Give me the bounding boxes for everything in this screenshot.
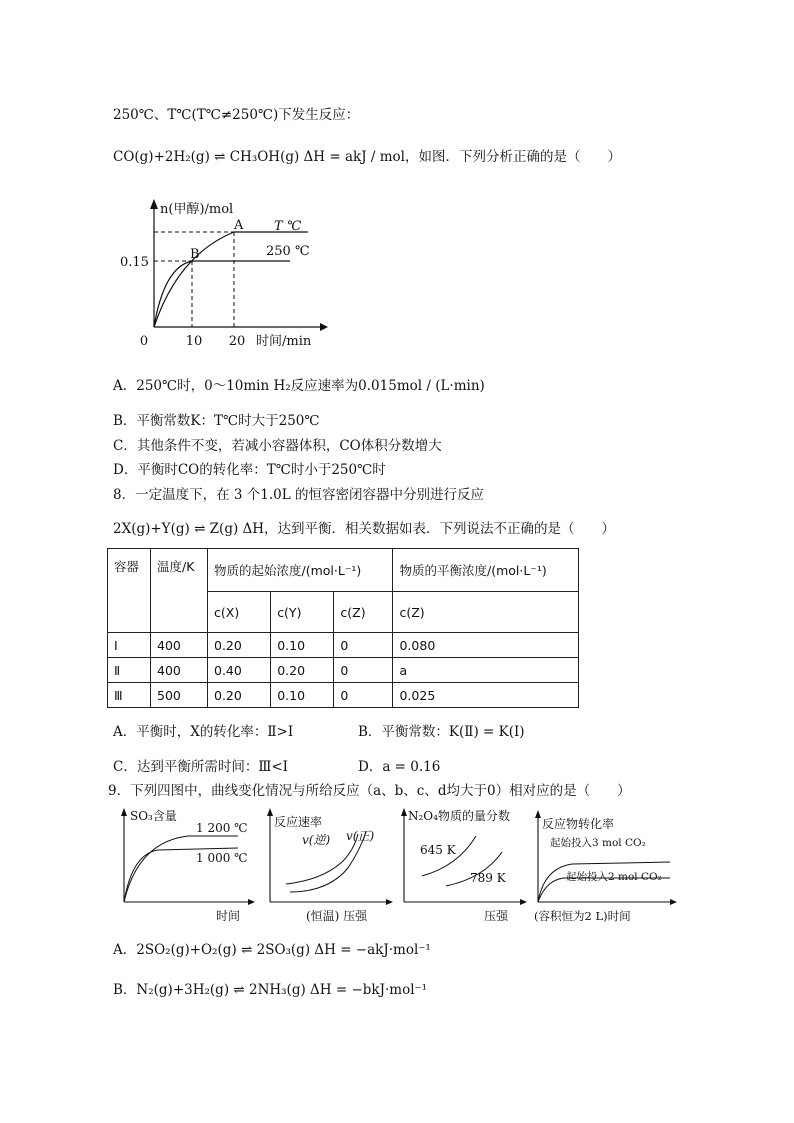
table-row (108, 658, 579, 683)
intro-line: 250℃、T℃(T℃≠250℃)下发生反应： (113, 107, 360, 123)
th-start: 物质的起始浓度/(mol·L⁻¹) (208, 549, 393, 592)
th-cy: c(Y) (271, 592, 334, 633)
g3-c2: 789 K (470, 871, 506, 885)
q8-stem: 8．一定温度下，在 3 个1.0L 的恒容密闭容器中分别进行反应 (113, 487, 484, 503)
th-temp: 温度/K (151, 549, 208, 633)
data-table (107, 548, 579, 708)
cell: 0.10 (271, 633, 334, 658)
q7-option-c: C．其他条件不变，若减小容器体积，CO体积分数增大 (113, 438, 442, 454)
ytick-015: 0.15 (120, 255, 149, 270)
cell: 0.20 (271, 658, 334, 683)
g3-c1: 645 K (420, 843, 456, 857)
cell: 0 (334, 683, 393, 708)
cell: 0 (334, 658, 393, 683)
label-250: 250 ℃ (266, 244, 310, 259)
th-eq: 物质的平衡浓度/(mol·L⁻¹) (393, 549, 579, 592)
curve-250 (154, 261, 290, 327)
cell: 0.025 (393, 683, 579, 708)
cell: 400 (151, 658, 208, 683)
q8-option-d: D．a = 0.16 (358, 759, 441, 775)
q9-option-b: B．N₂(g)+3H₂(g) ⇌ 2NH₃(g) ΔH = −bkJ·mol⁻¹ (113, 982, 428, 998)
cell: 400 (151, 633, 208, 658)
cell: Ⅲ (108, 683, 151, 708)
th-container: 容器 (108, 549, 151, 633)
th-cz-eq: c(Z) (393, 592, 579, 633)
g2-xlabel: (恒温) 压强 (306, 909, 368, 923)
cell: 0.20 (208, 683, 271, 708)
g3-ylabel: N₂O₄物质的量分数 (408, 809, 510, 823)
q8-option-c: C．达到平衡所需时间：Ⅲ<I (113, 759, 288, 775)
xtick-10: 10 (185, 334, 203, 349)
g1-xlabel: 时间 (216, 909, 241, 923)
cell: 0.10 (271, 683, 334, 708)
origin-label: 0 (139, 334, 149, 349)
q9-graph-n2o4 (398, 806, 532, 928)
g2-rev: v(逆) (302, 833, 331, 847)
point-B: B (190, 247, 200, 262)
g4-xlabel: (容积恒为2 L)时间 (534, 909, 631, 923)
q8-option-b: B．平衡常数：K(Ⅱ) = K(Ⅰ) (358, 724, 525, 740)
cell: Ⅱ (108, 658, 151, 683)
g1-c1: 1 200 ℃ (196, 821, 248, 835)
g4-c1: 起始投入3 mol CO₂ (550, 837, 646, 849)
q7-option-a: A．250℃时，0～10min H₂反应速率为0.015mol / (L·min) (113, 378, 485, 394)
g2-fwd: v(正) (346, 829, 375, 843)
cell: Ⅰ (108, 633, 151, 658)
q7-option-b: B．平衡常数K：T℃时大于250℃ (113, 413, 320, 429)
g4-ylabel: 反应物转化率 (542, 817, 615, 831)
y-arrow (150, 199, 158, 209)
q9-graph-rate (262, 806, 396, 928)
g4-c2: 起始投入2 mol CO₂ (566, 871, 662, 883)
q9-option-a: A．2SO₂(g)+O₂(g) ⇌ 2SO₃(g) ΔH = −akJ·mol⁻¹ (113, 942, 431, 958)
g2-ylabel: 反应速率 (274, 815, 323, 829)
x-label: 时间/min (256, 334, 312, 349)
reaction-equation-1: CO(g)+2H₂(g) ⇌ CH₃OH(g) ΔH = akJ / mol，如图．下列分析正确的是（ ） (113, 149, 621, 165)
q8-reaction: 2X(g)+Y(g) ⇌ Z(g) ΔH，达到平衡．相关数据如表．下列说法不正确的是（ ） (113, 521, 616, 537)
g1-ylabel: SO₃含量 (130, 809, 177, 823)
cell: 0.080 (393, 633, 579, 658)
q8-option-a: A．平衡时，X的转化率：Ⅱ>I (113, 724, 294, 740)
cell: 500 (151, 683, 208, 708)
q9-graph-so3 (118, 806, 258, 928)
methanol-graph (110, 195, 340, 355)
q7-option-d: D．平衡时CO的转化率：T℃时小于250℃时 (113, 462, 386, 478)
g1-c2: 1 000 ℃ (196, 851, 248, 865)
y-label: n(甲醇)/mol (160, 202, 234, 217)
table-row (108, 683, 579, 708)
g3-xlabel: 压强 (484, 909, 509, 923)
cell: 0.40 (208, 658, 271, 683)
q9-stem: 9．下列四图中，曲线变化情况与所给反应（a、b、c、d均大于0）相对应的是（ ） (108, 783, 631, 799)
th-cx: c(X) (208, 592, 271, 633)
cell: a (393, 658, 579, 683)
xtick-20: 20 (228, 334, 246, 349)
cell: 0.20 (208, 633, 271, 658)
table-row (108, 633, 579, 658)
q9-graph-conversion (532, 806, 682, 928)
cell: 0 (334, 633, 393, 658)
th-cz: c(Z) (334, 592, 393, 633)
x-arrow (320, 323, 328, 331)
label-T: T ℃ (274, 219, 302, 234)
point-A: A (234, 218, 244, 233)
